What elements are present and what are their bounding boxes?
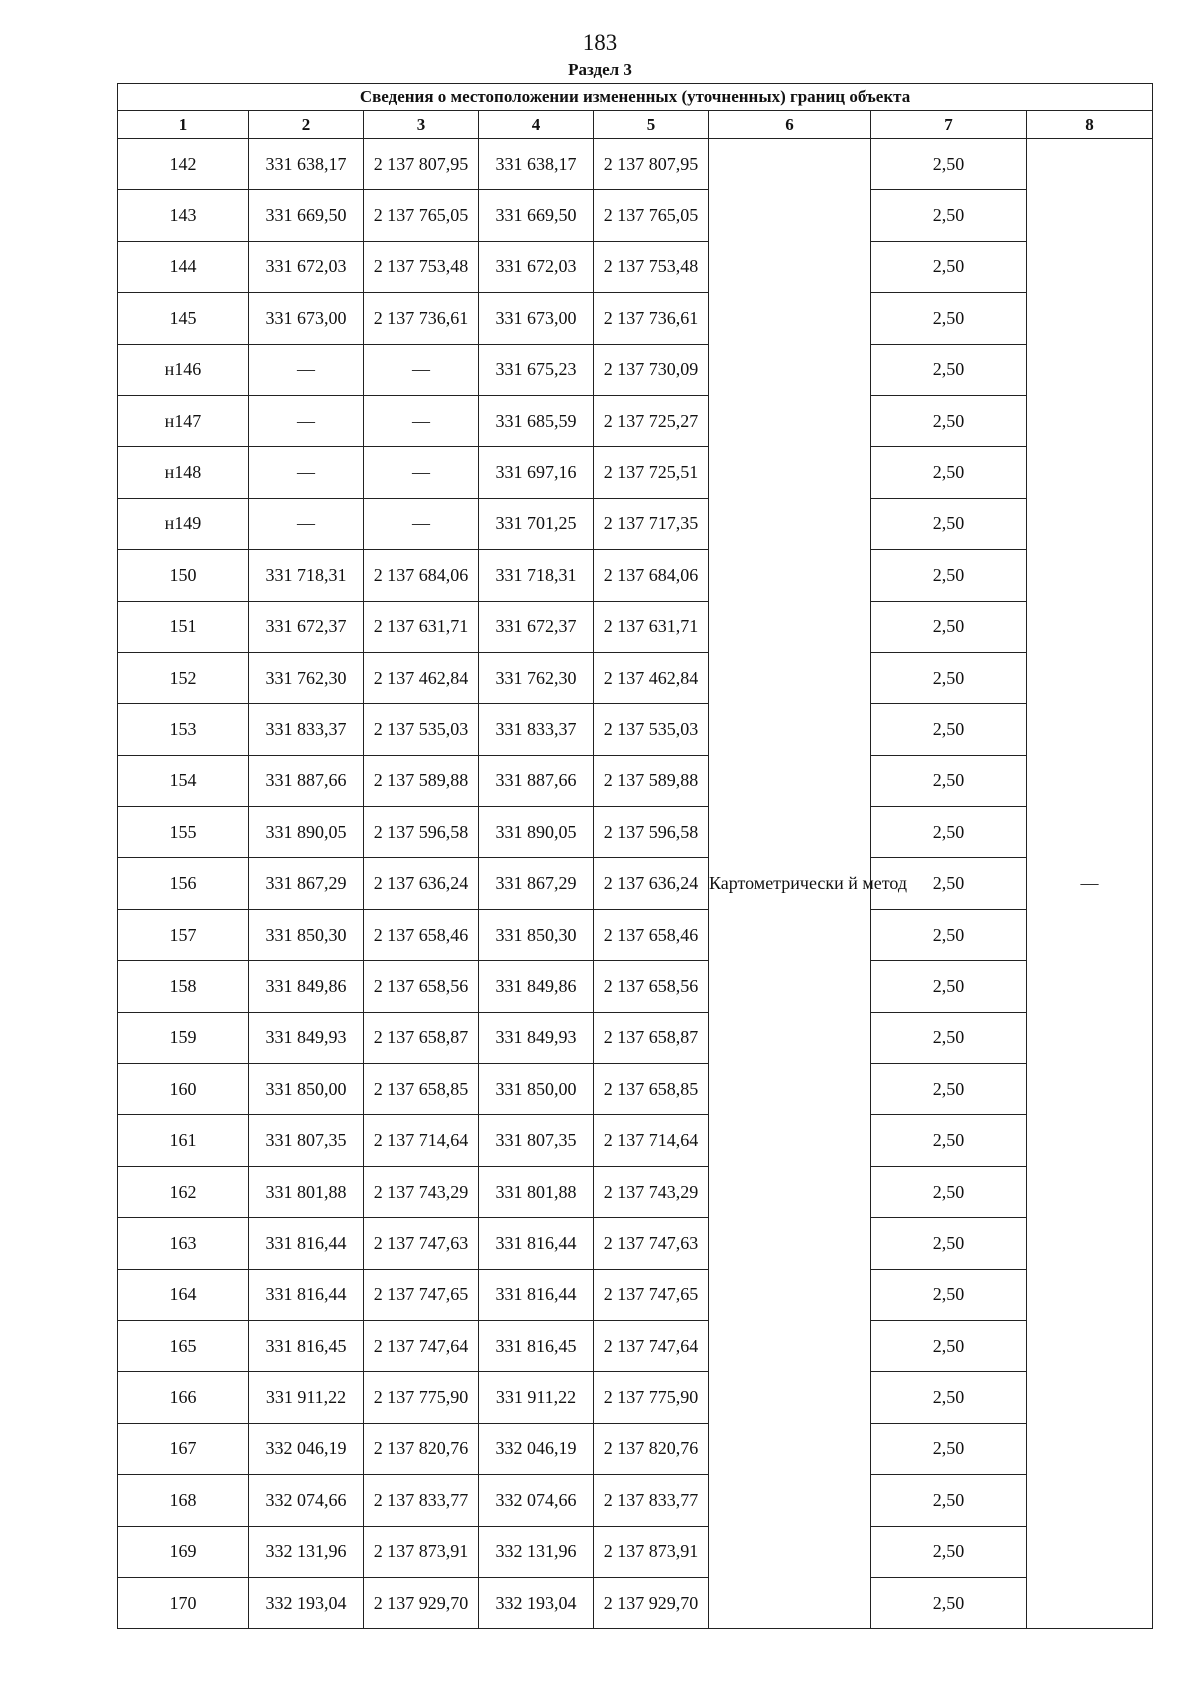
point-id-cell: 144 <box>118 241 249 292</box>
table-row <box>118 909 1153 960</box>
point-id-cell: 145 <box>118 293 249 344</box>
old-y-cell: 2 137 596,58 <box>364 807 479 858</box>
new-y-cell: 2 137 820,76 <box>594 1423 709 1474</box>
accuracy-cell: 2,50 <box>871 601 1027 652</box>
table-row <box>118 293 1153 344</box>
old-x-cell: 331 801,88 <box>249 1166 364 1217</box>
table-row <box>118 190 1153 241</box>
old-y-cell: 2 137 833,77 <box>364 1475 479 1526</box>
new-x-cell: 331 675,23 <box>479 344 594 395</box>
old-y-cell: 2 137 535,03 <box>364 704 479 755</box>
table-row <box>118 1320 1153 1371</box>
new-y-cell: 2 137 747,63 <box>594 1218 709 1269</box>
old-y-cell: — <box>364 447 479 498</box>
old-y-cell: 2 137 775,90 <box>364 1372 479 1423</box>
old-x-cell: 331 849,93 <box>249 1012 364 1063</box>
old-y-cell: 2 137 462,84 <box>364 652 479 703</box>
new-y-cell: 2 137 725,51 <box>594 447 709 498</box>
accuracy-cell: 2,50 <box>871 1423 1027 1474</box>
accuracy-cell: 2,50 <box>871 447 1027 498</box>
accuracy-cell: 2,50 <box>871 961 1027 1012</box>
accuracy-cell: 2,50 <box>871 1012 1027 1063</box>
old-y-cell: 2 137 658,46 <box>364 909 479 960</box>
accuracy-cell: 2,50 <box>871 1269 1027 1320</box>
accuracy-cell: 2,50 <box>871 909 1027 960</box>
table-body <box>118 139 1153 1629</box>
accuracy-cell: 2,50 <box>871 1372 1027 1423</box>
old-y-cell: 2 137 747,64 <box>364 1320 479 1371</box>
old-y-cell: — <box>364 395 479 446</box>
accuracy-cell: 2,50 <box>871 858 1027 909</box>
old-x-cell: 332 046,19 <box>249 1423 364 1474</box>
old-x-cell: — <box>249 344 364 395</box>
new-x-cell: 331 867,29 <box>479 858 594 909</box>
old-y-cell: 2 137 658,85 <box>364 1064 479 1115</box>
old-y-cell: 2 137 747,63 <box>364 1218 479 1269</box>
new-x-cell: 332 193,04 <box>479 1577 594 1628</box>
old-y-cell: 2 137 743,29 <box>364 1166 479 1217</box>
old-y-cell: 2 137 589,88 <box>364 755 479 806</box>
new-y-cell: 2 137 589,88 <box>594 755 709 806</box>
table-row <box>118 498 1153 549</box>
table-row <box>118 807 1153 858</box>
old-x-cell: 331 672,37 <box>249 601 364 652</box>
old-x-cell: 331 638,17 <box>249 139 364 190</box>
old-x-cell: 331 673,00 <box>249 293 364 344</box>
column-number: 1 <box>118 111 249 139</box>
new-x-cell: 331 697,16 <box>479 447 594 498</box>
accuracy-cell: 2,50 <box>871 755 1027 806</box>
table-row <box>118 1269 1153 1320</box>
new-y-cell: 2 137 747,65 <box>594 1269 709 1320</box>
accuracy-cell: 2,50 <box>871 190 1027 241</box>
new-x-cell: 331 849,86 <box>479 961 594 1012</box>
old-y-cell: 2 137 714,64 <box>364 1115 479 1166</box>
new-y-cell: 2 137 658,85 <box>594 1064 709 1115</box>
table-row <box>118 1372 1153 1423</box>
boundary-coordinates-table <box>117 83 1153 1629</box>
section-title: Раздел 3 <box>568 60 632 79</box>
new-y-cell: 2 137 535,03 <box>594 704 709 755</box>
new-x-cell: 331 673,00 <box>479 293 594 344</box>
column-number: 6 <box>709 111 871 139</box>
point-id-cell: 170 <box>118 1577 249 1628</box>
point-id-cell: 154 <box>118 755 249 806</box>
old-y-cell: 2 137 765,05 <box>364 190 479 241</box>
new-y-cell: 2 137 658,46 <box>594 909 709 960</box>
point-id-cell: 150 <box>118 550 249 601</box>
table-caption: Сведения о местоположении измененных (уточненных) границ объекта <box>118 84 1153 111</box>
new-y-cell: 2 137 684,06 <box>594 550 709 601</box>
new-x-cell: 331 672,37 <box>479 601 594 652</box>
new-x-cell: 331 762,30 <box>479 652 594 703</box>
accuracy-cell: 2,50 <box>871 1475 1027 1526</box>
point-id-cell: 167 <box>118 1423 249 1474</box>
table-row <box>118 139 1153 190</box>
accuracy-cell: 2,50 <box>871 1320 1027 1371</box>
point-id-cell: 153 <box>118 704 249 755</box>
accuracy-cell: 2,50 <box>871 652 1027 703</box>
table-row <box>118 601 1153 652</box>
accuracy-cell: 2,50 <box>871 344 1027 395</box>
new-y-cell: 2 137 775,90 <box>594 1372 709 1423</box>
table-row <box>118 1064 1153 1115</box>
table-row <box>118 1012 1153 1063</box>
old-x-cell: 332 074,66 <box>249 1475 364 1526</box>
point-id-cell: 165 <box>118 1320 249 1371</box>
old-x-cell: 331 867,29 <box>249 858 364 909</box>
new-x-cell: 331 890,05 <box>479 807 594 858</box>
old-x-cell: — <box>249 395 364 446</box>
table-row <box>118 961 1153 1012</box>
new-x-cell: 331 801,88 <box>479 1166 594 1217</box>
point-id-cell: 143 <box>118 190 249 241</box>
new-y-cell: 2 137 833,77 <box>594 1475 709 1526</box>
note-cell: — <box>1027 139 1153 1629</box>
old-y-cell: 2 137 658,87 <box>364 1012 479 1063</box>
new-x-cell: 331 816,44 <box>479 1218 594 1269</box>
point-id-cell: 155 <box>118 807 249 858</box>
table-row <box>118 1218 1153 1269</box>
old-x-cell: 332 193,04 <box>249 1577 364 1628</box>
table-row <box>118 395 1153 446</box>
new-x-cell: 331 718,31 <box>479 550 594 601</box>
point-id-cell: 156 <box>118 858 249 909</box>
old-x-cell: 332 131,96 <box>249 1526 364 1577</box>
table-row <box>118 858 1153 909</box>
old-x-cell: — <box>249 447 364 498</box>
method-cell: Картометрически й метод <box>709 139 871 1629</box>
table-row <box>118 1166 1153 1217</box>
column-number: 4 <box>479 111 594 139</box>
table-row <box>118 704 1153 755</box>
old-x-cell: 331 850,00 <box>249 1064 364 1115</box>
old-y-cell: — <box>364 344 479 395</box>
accuracy-cell: 2,50 <box>871 1166 1027 1217</box>
point-id-cell: н149 <box>118 498 249 549</box>
new-x-cell: 331 911,22 <box>479 1372 594 1423</box>
new-y-cell: 2 137 596,58 <box>594 807 709 858</box>
new-y-cell: 2 137 658,87 <box>594 1012 709 1063</box>
old-y-cell: 2 137 631,71 <box>364 601 479 652</box>
old-x-cell: 331 807,35 <box>249 1115 364 1166</box>
accuracy-cell: 2,50 <box>871 395 1027 446</box>
column-number: 5 <box>594 111 709 139</box>
old-x-cell: 331 887,66 <box>249 755 364 806</box>
new-y-cell: 2 137 873,91 <box>594 1526 709 1577</box>
accuracy-cell: 2,50 <box>871 1526 1027 1577</box>
new-x-cell: 331 850,30 <box>479 909 594 960</box>
old-x-cell: 331 911,22 <box>249 1372 364 1423</box>
table-row <box>118 1526 1153 1577</box>
new-y-cell: 2 137 636,24 <box>594 858 709 909</box>
new-x-cell: 331 669,50 <box>479 190 594 241</box>
new-y-cell: 2 137 753,48 <box>594 241 709 292</box>
accuracy-cell: 2,50 <box>871 1115 1027 1166</box>
column-number: 8 <box>1027 111 1153 139</box>
point-id-cell: 159 <box>118 1012 249 1063</box>
table-row <box>118 652 1153 703</box>
new-y-cell: 2 137 714,64 <box>594 1115 709 1166</box>
column-number-row <box>118 111 1153 139</box>
old-y-cell: 2 137 820,76 <box>364 1423 479 1474</box>
column-number: 7 <box>871 111 1027 139</box>
old-y-cell: 2 137 658,56 <box>364 961 479 1012</box>
new-y-cell: 2 137 658,56 <box>594 961 709 1012</box>
new-x-cell: 331 685,59 <box>479 395 594 446</box>
point-id-cell: 151 <box>118 601 249 652</box>
table-row <box>118 1577 1153 1628</box>
point-id-cell: 164 <box>118 1269 249 1320</box>
old-y-cell: 2 137 873,91 <box>364 1526 479 1577</box>
point-id-cell: 166 <box>118 1372 249 1423</box>
point-id-cell: 168 <box>118 1475 249 1526</box>
accuracy-cell: 2,50 <box>871 1218 1027 1269</box>
new-y-cell: 2 137 765,05 <box>594 190 709 241</box>
new-x-cell: 331 887,66 <box>479 755 594 806</box>
new-x-cell: 331 833,37 <box>479 704 594 755</box>
accuracy-cell: 2,50 <box>871 704 1027 755</box>
accuracy-cell: 2,50 <box>871 807 1027 858</box>
point-id-cell: 162 <box>118 1166 249 1217</box>
point-id-cell: 158 <box>118 961 249 1012</box>
new-y-cell: 2 137 929,70 <box>594 1577 709 1628</box>
old-x-cell: 331 890,05 <box>249 807 364 858</box>
new-y-cell: 2 137 736,61 <box>594 293 709 344</box>
new-y-cell: 2 137 717,35 <box>594 498 709 549</box>
point-id-cell: 160 <box>118 1064 249 1115</box>
old-y-cell: 2 137 747,65 <box>364 1269 479 1320</box>
old-x-cell: 331 816,45 <box>249 1320 364 1371</box>
new-x-cell: 331 638,17 <box>479 139 594 190</box>
new-x-cell: 331 816,45 <box>479 1320 594 1371</box>
point-id-cell: н146 <box>118 344 249 395</box>
old-x-cell: 331 718,31 <box>249 550 364 601</box>
column-number: 3 <box>364 111 479 139</box>
old-y-cell: 2 137 753,48 <box>364 241 479 292</box>
new-x-cell: 331 672,03 <box>479 241 594 292</box>
table-row <box>118 755 1153 806</box>
old-x-cell: 331 762,30 <box>249 652 364 703</box>
point-id-cell: 142 <box>118 139 249 190</box>
old-y-cell: — <box>364 498 479 549</box>
new-x-cell: 332 074,66 <box>479 1475 594 1526</box>
accuracy-cell: 2,50 <box>871 498 1027 549</box>
old-y-cell: 2 137 929,70 <box>364 1577 479 1628</box>
table-row <box>118 344 1153 395</box>
old-y-cell: 2 137 807,95 <box>364 139 479 190</box>
table-row <box>118 1115 1153 1166</box>
point-id-cell: 161 <box>118 1115 249 1166</box>
new-x-cell: 331 850,00 <box>479 1064 594 1115</box>
table-row <box>118 447 1153 498</box>
new-y-cell: 2 137 743,29 <box>594 1166 709 1217</box>
old-y-cell: 2 137 636,24 <box>364 858 479 909</box>
point-id-cell: 169 <box>118 1526 249 1577</box>
accuracy-cell: 2,50 <box>871 550 1027 601</box>
table-row <box>118 1423 1153 1474</box>
accuracy-cell: 2,50 <box>871 1577 1027 1628</box>
point-id-cell: 163 <box>118 1218 249 1269</box>
accuracy-cell: 2,50 <box>871 139 1027 190</box>
old-x-cell: 331 849,86 <box>249 961 364 1012</box>
table-row <box>118 550 1153 601</box>
point-id-cell: 152 <box>118 652 249 703</box>
new-x-cell: 331 816,44 <box>479 1269 594 1320</box>
accuracy-cell: 2,50 <box>871 293 1027 344</box>
old-x-cell: 331 672,03 <box>249 241 364 292</box>
old-x-cell: 331 816,44 <box>249 1218 364 1269</box>
new-y-cell: 2 137 725,27 <box>594 395 709 446</box>
table-row <box>118 241 1153 292</box>
new-x-cell: 331 701,25 <box>479 498 594 549</box>
old-x-cell: 331 833,37 <box>249 704 364 755</box>
new-x-cell: 331 807,35 <box>479 1115 594 1166</box>
point-id-cell: н148 <box>118 447 249 498</box>
old-x-cell: 331 669,50 <box>249 190 364 241</box>
column-number: 2 <box>249 111 364 139</box>
page-number: 183 <box>582 30 618 55</box>
new-y-cell: 2 137 730,09 <box>594 344 709 395</box>
accuracy-cell: 2,50 <box>871 241 1027 292</box>
old-x-cell: — <box>249 498 364 549</box>
point-id-cell: 157 <box>118 909 249 960</box>
new-y-cell: 2 137 747,64 <box>594 1320 709 1371</box>
new-x-cell: 332 046,19 <box>479 1423 594 1474</box>
new-y-cell: 2 137 807,95 <box>594 139 709 190</box>
new-y-cell: 2 137 631,71 <box>594 601 709 652</box>
table-row <box>118 1475 1153 1526</box>
old-y-cell: 2 137 684,06 <box>364 550 479 601</box>
new-y-cell: 2 137 462,84 <box>594 652 709 703</box>
accuracy-cell: 2,50 <box>871 1064 1027 1115</box>
new-x-cell: 332 131,96 <box>479 1526 594 1577</box>
point-id-cell: н147 <box>118 395 249 446</box>
old-x-cell: 331 816,44 <box>249 1269 364 1320</box>
old-x-cell: 331 850,30 <box>249 909 364 960</box>
new-x-cell: 331 849,93 <box>479 1012 594 1063</box>
old-y-cell: 2 137 736,61 <box>364 293 479 344</box>
